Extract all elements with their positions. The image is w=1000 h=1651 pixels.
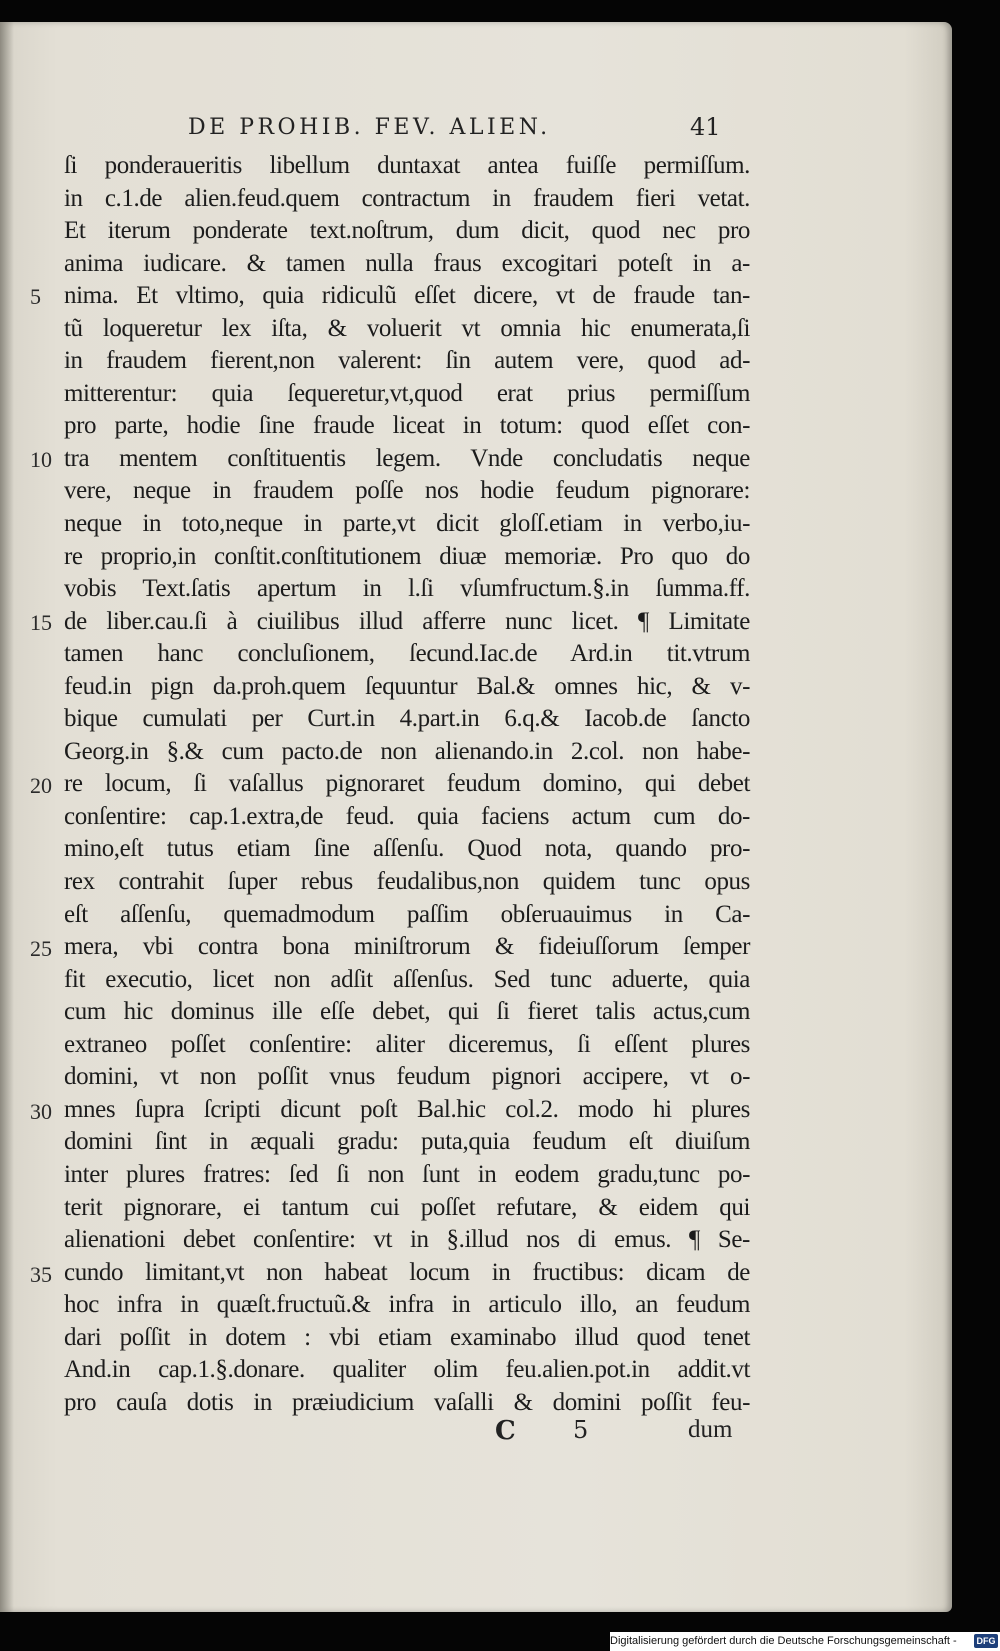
text-line: re proprio,in conſtit.conſtitutionem diuæ memoriæ. Pro quo do	[64, 542, 750, 570]
text-line: mino,eſt tutus etiam ſine aſſenſu. Quod nota, quando pro-	[64, 835, 750, 863]
text-line: mnes ſupra ſcripti dicunt poſt Bal.hic col.2. modo hi plures	[64, 1095, 750, 1123]
line-number: 10	[30, 447, 52, 472]
text-line: Et iterum ponderate text.noſtrum, dum dicit, quod nec pro	[64, 217, 750, 245]
body-text	[64, 150, 750, 1419]
text-line: re locum, ſi vaſallus pignoraret feudum domino, qui debet	[64, 770, 750, 798]
page-number: 41	[690, 113, 721, 141]
text-line: dari poſſit in dotem : vbi etiam examinabo illud quod tenet	[64, 1323, 750, 1351]
signature-mark: C	[495, 1416, 516, 1446]
dfg-logo-icon: DFG	[974, 1634, 998, 1648]
text-line: ſi ponderaueritis libellum duntaxat antea fuiſſe permiſſum.	[64, 152, 750, 179]
text-line: inter plures fratres: ſed ſi non ſunt in eodem gradu,tunc po-	[64, 1160, 750, 1188]
text-line: mera, vbi contra bona miniſtrorum & fideiuſſorum ſemper	[64, 933, 750, 961]
text-line: And.in cap.1.§.donare. qualiter olim feu.alien.pot.in addit.vt	[64, 1356, 750, 1384]
line-number: 35	[30, 1262, 52, 1287]
text-line: eſt aſſenſu, quemadmodum paſſim obſeruauimus in Ca-	[64, 900, 750, 928]
text-line: in c.1.de alien.feud.quem contractum in fraudem fieri vetat.	[64, 184, 750, 212]
book-page	[0, 22, 952, 1612]
text-line: Georg.in §.& cum pacto.de non alienando.in 2.col. non habe-	[64, 737, 750, 765]
text-line: cum hic dominus ille eſſe debet, qui ſi fieret talis actus,cum	[64, 998, 750, 1026]
text-line: feud.in pign da.proh.quem ſequuntur Bal.& omnes hic, & v-	[64, 672, 750, 700]
text-line: pro cauſa dotis in præiudicium vaſalli & domini poſſit feu-	[64, 1388, 750, 1416]
text-line: extraneo poſſet conſentire: aliter diceremus, ſi eſſent plures	[64, 1030, 750, 1058]
line-number: 20	[30, 773, 52, 798]
text-line: vere, neque in fraudem poſſe nos hodie feudum pignorare:	[64, 477, 750, 505]
line-number: 25	[30, 936, 52, 961]
digitization-footer	[610, 1632, 1000, 1651]
line-number: 5	[30, 284, 41, 309]
text-line: tamen hanc concluſionem, ſecund.Iac.de Ard.in tit.vtrum	[64, 640, 750, 668]
text-line: domini, vt non poſſit vnus feudum pignori accipere, vt o-	[64, 1063, 750, 1091]
line-number: 15	[30, 610, 52, 635]
text-line: hoc infra in quæſt.fructuũ.& infra in articulo illo, an feudum	[64, 1291, 750, 1319]
signature-number: 5	[573, 1416, 589, 1444]
text-line: in fraudem fierent,non valerent: ſin autem vere, quod ad-	[64, 347, 750, 375]
text-line: rex contrahit ſuper rebus feudalibus,non quidem tunc opus	[64, 868, 750, 896]
text-line: tũ loqueretur lex iſta, & voluerit vt omnia hic enumerata,ſi	[64, 314, 750, 342]
text-line: anima iudicare. & tamen nulla fraus excogitari poteſt in a-	[64, 249, 750, 277]
catchword: dum	[688, 1416, 733, 1443]
line-number: 30	[30, 1099, 52, 1124]
text-line: vobis Text.ſatis apertum in l.ſi vſumfructum.§.in ſumma.ff.	[64, 575, 750, 603]
text-line: de liber.cau.ſi à ciuilibus illud afferre nunc licet. ¶ Limitate	[64, 607, 750, 635]
text-line: pro parte, hodie ſine fraude liceat in totum: quod eſſet con-	[64, 412, 750, 440]
text-line: alienationi debet conſentire: vt in §.illud nos di emus. ¶ Se-	[64, 1226, 750, 1254]
text-line: terit pignorare, ei tantum cui poſſet refutare, & eidem qui	[64, 1193, 750, 1221]
running-title: DE PROHIB. FEV. ALIEN.	[188, 115, 551, 140]
text-line: neque in toto,neque in parte,vt dicit gloſſ.etiam in verbo,iu-	[64, 510, 750, 538]
footer-credit: Digitalisierung gefördert durch die Deutsche Forschungsgemeinschaft -	[610, 1635, 957, 1647]
text-line: conſentire: cap.1.extra,de feud. quia faciens actum cum do-	[64, 802, 750, 830]
text-line: nima. Et vltimo, quia ridiculũ eſſet dicere, vt de fraude tan-	[64, 282, 750, 310]
text-line: tra mentem conſtituentis legem. Vnde concludatis neque	[64, 444, 750, 472]
text-line: domini ſint in æquali gradu: puta,quia feudum eſt diuiſum	[64, 1128, 750, 1156]
text-line: bique cumulati per Curt.in 4.part.in 6.q.& Iacob.de ſancto	[64, 705, 750, 733]
text-line: mitterentur: quia ſequeretur,vt,quod erat prius permiſſum	[64, 379, 750, 407]
text-line: fit executio, licet non adſit aſſenſus. Sed tunc aduerte, quia	[64, 965, 750, 993]
text-line: cundo limitant,vt non habeat locum in fructibus: dicam de	[64, 1258, 750, 1286]
